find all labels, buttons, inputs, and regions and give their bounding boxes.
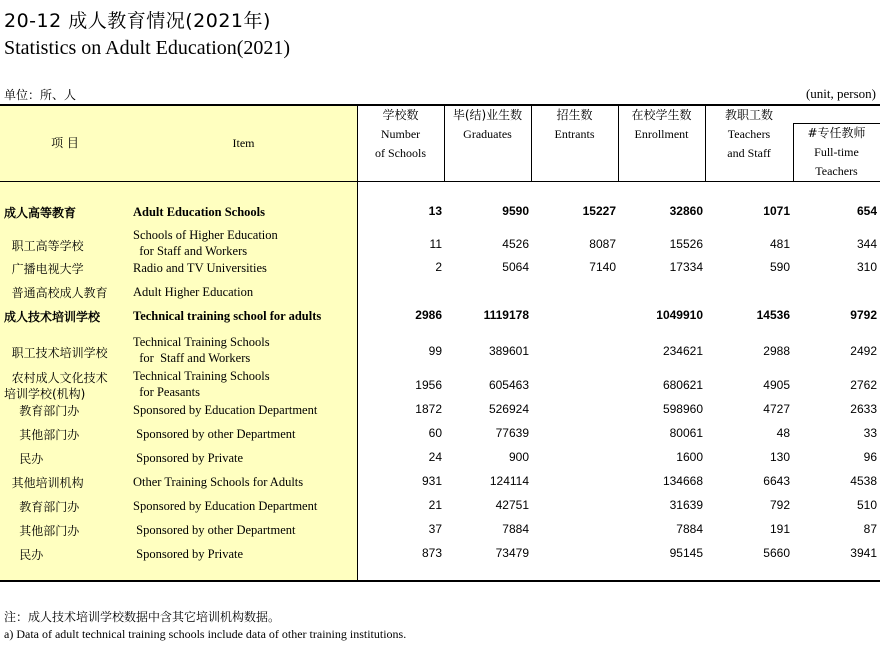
cell-staff: 6643 bbox=[763, 474, 790, 488]
cell-schools: 11 bbox=[429, 237, 442, 251]
cell-enrol: 31639 bbox=[669, 498, 703, 512]
row-label-en: Technical Training Schools bbox=[133, 369, 270, 383]
cell-ft: 96 bbox=[863, 450, 877, 464]
row-label-en: Adult Education Schools bbox=[133, 205, 265, 219]
footnote-cn: 注：成人技术培训学校数据中含其它培训机构数据。 bbox=[4, 610, 281, 624]
unit-label-cn: 单位：所、人 bbox=[4, 88, 77, 102]
cell-staff: 5660 bbox=[763, 546, 790, 560]
header-enrollment: 在校学生数 Enrollment bbox=[631, 108, 692, 141]
cell-grad: 7884 bbox=[502, 522, 529, 536]
row-label-en-line2: for Staff and Workers bbox=[133, 351, 251, 365]
cell-schools: 873 bbox=[421, 546, 442, 560]
cell-grad: 1119178 bbox=[483, 308, 529, 322]
row-label-cn: 职工高等学校 bbox=[4, 239, 84, 253]
cell-ft: 3941 bbox=[850, 546, 877, 560]
cell-entr: 8087 bbox=[589, 237, 616, 251]
cell-schools: 60 bbox=[428, 426, 442, 440]
cell-ft: 2492 bbox=[850, 344, 877, 358]
row-label-en: Sponsored by other Department bbox=[133, 523, 296, 537]
row-label-cn: 职工技术培训学校 bbox=[4, 346, 108, 360]
cell-ft: 310 bbox=[856, 260, 877, 274]
cell-enrol: 7884 bbox=[676, 522, 703, 536]
row-label-en-line2: for Staff and Workers bbox=[133, 244, 248, 258]
cell-staff: 130 bbox=[769, 450, 790, 464]
cell-grad: 42751 bbox=[495, 498, 529, 512]
row-label-cn: 民办 bbox=[4, 548, 44, 562]
cell-schools: 24 bbox=[428, 450, 442, 464]
row-label-en: Radio and TV Universities bbox=[133, 261, 267, 275]
cell-grad: 605463 bbox=[488, 378, 529, 392]
cell-enrol: 17334 bbox=[669, 260, 703, 274]
cell-staff: 481 bbox=[769, 237, 790, 251]
row-label-en: Sponsored by other Department bbox=[133, 427, 296, 441]
cell-staff: 191 bbox=[769, 522, 790, 536]
cell-schools: 2 bbox=[435, 260, 442, 274]
cell-enrol: 598960 bbox=[662, 402, 703, 416]
cell-staff: 1071 bbox=[763, 204, 790, 218]
cell-schools: 2986 bbox=[415, 308, 442, 322]
cell-grad: 73479 bbox=[495, 546, 529, 560]
header-item-en: Item bbox=[232, 136, 255, 150]
cell-ft: 9792 bbox=[850, 308, 877, 322]
header-graduates: 毕(结)业生数 Graduates bbox=[452, 108, 523, 141]
row-label-cn: 成人高等教育 bbox=[4, 206, 77, 220]
cell-staff: 2988 bbox=[763, 344, 790, 358]
row-label-cn: 民办 bbox=[4, 452, 44, 466]
row-label-en: Technical Training Schools bbox=[133, 335, 270, 349]
row-label-en: Sponsored by Education Department bbox=[133, 403, 318, 417]
cell-grad: 9590 bbox=[502, 204, 529, 218]
cell-ft: 654 bbox=[856, 204, 877, 218]
cell-enrol: 680621 bbox=[662, 378, 703, 392]
cell-enrol: 234621 bbox=[662, 344, 703, 358]
row-label-en: Adult Higher Education bbox=[133, 285, 254, 299]
header-staff: 教职工数 Teachers and Staff bbox=[724, 108, 773, 160]
cell-ft: 4538 bbox=[850, 474, 877, 488]
cell-enrol: 15526 bbox=[669, 237, 703, 251]
row-label-en: Sponsored by Private bbox=[133, 547, 244, 561]
row-label-en: Sponsored by Education Department bbox=[133, 499, 318, 513]
cell-enrol: 1049910 bbox=[656, 308, 703, 322]
cell-grad: 4526 bbox=[502, 237, 529, 251]
row-label-en: Other Training Schools for Adults bbox=[133, 475, 304, 489]
header-entrants: 招生数 Entrants bbox=[554, 108, 595, 141]
cell-staff: 4727 bbox=[763, 402, 790, 416]
header-item-cn: 项 目 bbox=[51, 136, 79, 150]
cell-ft: 33 bbox=[863, 426, 877, 440]
footnote-en: a) Data of adult technical training schools include data of other training institutions. bbox=[4, 627, 407, 641]
cell-grad: 124114 bbox=[489, 474, 529, 488]
header-fulltime-teachers: #专任教师 Full-time Teachers bbox=[807, 126, 866, 178]
row-label-en-line2: for Peasants bbox=[133, 385, 200, 399]
row-label-en: Sponsored by Private bbox=[133, 451, 244, 465]
table-bottom-rule bbox=[0, 580, 880, 582]
cell-grad: 526924 bbox=[488, 402, 529, 416]
unit-label-en: (unit, person) bbox=[805, 86, 876, 101]
cell-schools: 37 bbox=[428, 522, 442, 536]
row-label-cn: 其他部门办 bbox=[4, 524, 80, 538]
cell-enrol: 32860 bbox=[669, 204, 703, 218]
row-label-cn: 其他培训机构 bbox=[4, 476, 84, 490]
cell-ft: 2762 bbox=[850, 378, 877, 392]
cell-staff: 590 bbox=[769, 260, 790, 274]
cell-grad: 900 bbox=[508, 450, 529, 464]
row-label-cn: 广播电视大学 bbox=[4, 262, 84, 276]
cell-grad: 5064 bbox=[502, 260, 529, 274]
cell-staff: 792 bbox=[769, 498, 790, 512]
cell-ft: 510 bbox=[856, 498, 877, 512]
cell-schools: 13 bbox=[428, 204, 442, 218]
cell-enrol: 134668 bbox=[662, 474, 703, 488]
cell-ft: 2633 bbox=[850, 402, 877, 416]
row-label-cn: 普通高校成人教育 bbox=[4, 286, 108, 300]
cell-grad: 389601 bbox=[488, 344, 529, 358]
cell-enrol: 95145 bbox=[669, 546, 703, 560]
row-label-cn: 成人技术培训学校 bbox=[4, 310, 101, 324]
statistics-table bbox=[0, 104, 880, 582]
cell-staff: 14536 bbox=[756, 308, 790, 322]
cell-staff: 4905 bbox=[763, 378, 790, 392]
cell-schools: 21 bbox=[428, 498, 442, 512]
cell-schools: 931 bbox=[421, 474, 442, 488]
row-label-cn: 其他部门办 bbox=[4, 428, 80, 442]
row-label-cn: 教育部门办 bbox=[4, 500, 80, 514]
page-title-en: Statistics on Adult Education(2021) bbox=[4, 37, 291, 59]
col-divider bbox=[357, 104, 358, 581]
cell-schools: 99 bbox=[428, 344, 442, 358]
cell-enrol: 80061 bbox=[669, 426, 703, 440]
row-label-cn-line2: 培训学校(机构) bbox=[4, 387, 86, 401]
cell-staff: 48 bbox=[776, 426, 790, 440]
row-label-en: Schools of Higher Education bbox=[133, 228, 278, 242]
row-label-cn: 农村成人文化技术 bbox=[4, 371, 108, 385]
cell-grad: 77639 bbox=[495, 426, 529, 440]
cell-schools: 1956 bbox=[415, 378, 442, 392]
cell-entr: 7140 bbox=[589, 260, 616, 274]
cell-ft: 344 bbox=[856, 237, 877, 251]
cell-schools: 1872 bbox=[415, 402, 442, 416]
row-label-en: Technical training school for adults bbox=[133, 309, 322, 323]
header-schools: 学校数 Number of Schools bbox=[375, 108, 426, 160]
cell-entr: 15227 bbox=[582, 204, 616, 218]
header-bottom-rule bbox=[0, 181, 880, 182]
row-label-cn: 教育部门办 bbox=[4, 404, 80, 418]
cell-ft: 87 bbox=[863, 522, 877, 536]
page-title-cn: 20-12 成人教育情况(2021年) bbox=[4, 10, 271, 32]
cell-enrol: 1600 bbox=[676, 450, 703, 464]
